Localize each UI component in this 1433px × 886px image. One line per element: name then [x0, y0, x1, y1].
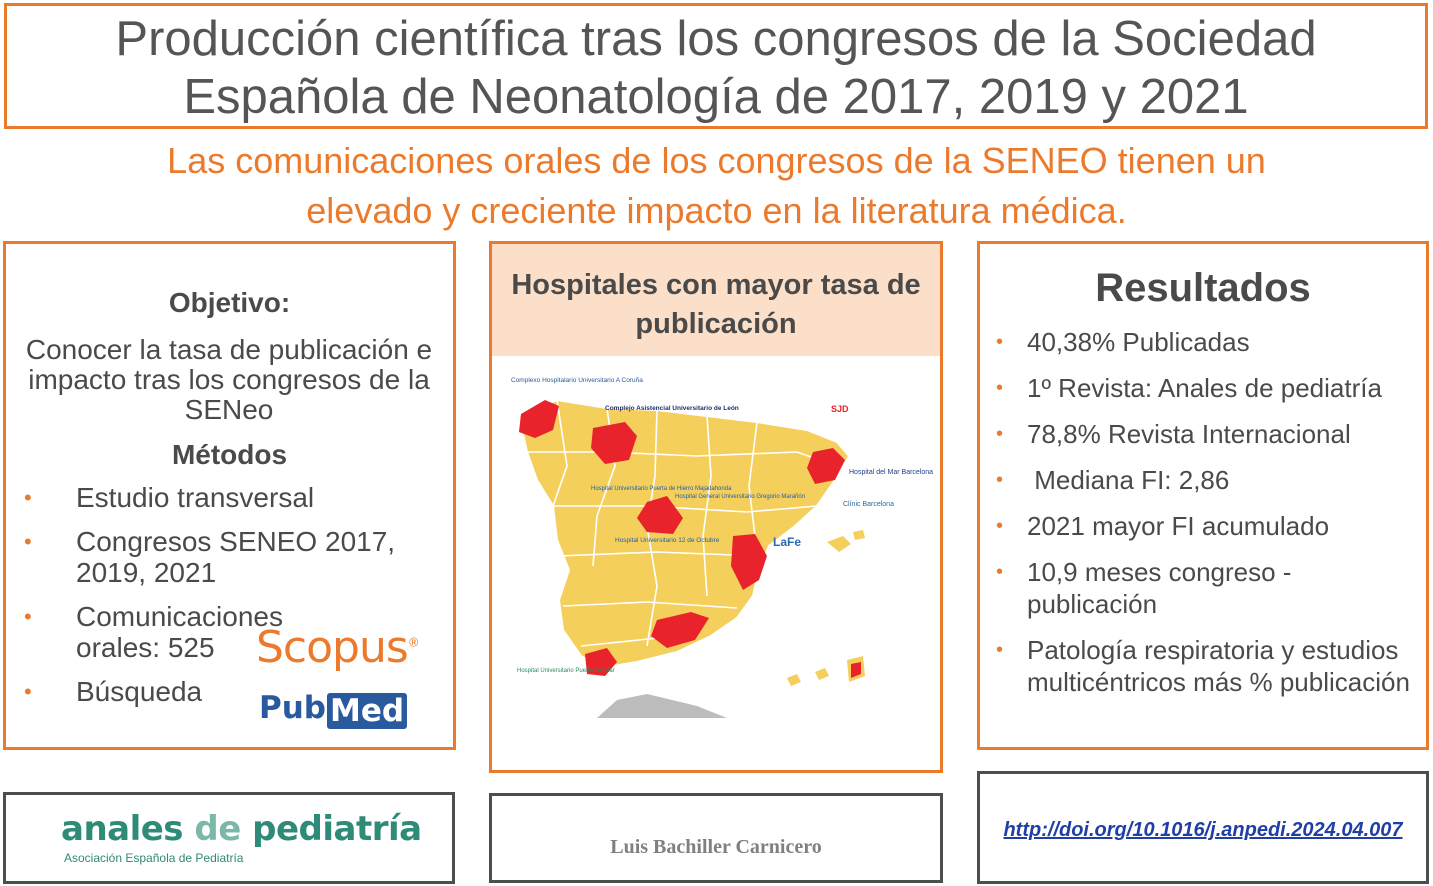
subtitle-line-1: Las comunicaciones orales de los congresos de la SENEO tienen un — [167, 140, 1266, 181]
doi-link[interactable]: http://doi.org/10.1016/j.anpedi.2024.04.007 — [1003, 819, 1403, 841]
methods-heading: Métodos — [171, 439, 288, 470]
map-label-puerta-mar: Hospital Universitario Puerta del Mar — [517, 668, 615, 674]
bullet-icon: • — [24, 604, 32, 629]
list-item: • Patología respiratoria y estudios multicéntricos más % publicación — [996, 635, 1410, 697]
list-item: • Estudio transversal — [24, 482, 315, 513]
map-label-lafe: LaFe — [773, 535, 802, 549]
map-label-coruna: Complexo Hospitalario Universitario A Coruña — [511, 377, 643, 384]
map-label-puerta-hierro: Hospital Universitario Puerta de Hierro Majadahonda — [591, 486, 732, 492]
page-title-line-1: Producción científica tras los congresos de la Sociedad — [115, 12, 1317, 66]
balearic-islands — [827, 530, 865, 552]
list-item: • 2021 mayor FI acumulado — [996, 511, 1330, 541]
anales-subtitle: Asociación Española de Pediatría — [64, 851, 244, 865]
scopus-logo: Scopus® — [256, 622, 419, 673]
hospitals-panel — [489, 241, 943, 773]
map-label-12-octubre: Hospital Universitario 12 de Octubre — [615, 537, 720, 544]
anales-logo: anales de pediatría — [61, 809, 422, 849]
map-label-gregorio: Hospital General Universitario Gregorio Marañón — [675, 494, 806, 500]
bullet-icon: • — [996, 377, 1004, 399]
objective-heading: Objetivo: — [168, 287, 291, 318]
list-item: • 10,9 meses congreso - publicación — [996, 557, 1292, 619]
list-item: • Búsqueda — [24, 676, 203, 707]
list-item: • 78,8% Revista Internacional — [996, 419, 1351, 449]
objective-methods-panel — [3, 241, 456, 750]
bullet-icon: • — [996, 515, 1004, 537]
bullet-icon: • — [996, 561, 1004, 583]
list-item: • Comunicaciones orales: 525 — [24, 601, 283, 663]
list-item: • Mediana FI: 2,86 — [996, 465, 1230, 495]
map-label-hospital-mar: Hospital del Mar Barcelona — [849, 469, 934, 476]
author-box — [489, 793, 943, 883]
list-item: • 1º Revista: Anales de pediatría — [996, 373, 1382, 403]
map-label-clinic: Clínic Barcelona — [843, 501, 894, 508]
bullet-icon: • — [996, 331, 1004, 353]
list-item: • 40,38% Publicadas — [996, 327, 1250, 357]
results-list — [996, 326, 1426, 712]
results-heading: Resultados — [1095, 266, 1311, 310]
pubmed-logo: Pub Med — [259, 690, 408, 726]
objective-text: Conocer la tasa de publicación e impacto tras los congresos de la SENeo — [25, 334, 433, 425]
bullet-icon: • — [996, 469, 1004, 491]
hospitals-heading: Hospitales con mayor tasa de publicación — [511, 269, 921, 340]
results-panel — [977, 241, 1429, 750]
bullet-icon: • — [996, 423, 1004, 445]
author-name: Luis Bachiller Carnicero — [610, 836, 822, 858]
doi-box — [977, 771, 1429, 884]
anales-logo-box — [3, 792, 455, 884]
bullet-icon: • — [996, 639, 1004, 661]
map-label-sjd: SJD — [831, 404, 849, 414]
map-label-leon: Complejo Asistencial Universitario de León — [605, 405, 739, 412]
spain-map — [497, 356, 935, 718]
bullet-icon: • — [24, 679, 32, 704]
hospitals-panel-header — [492, 244, 940, 356]
list-item: • Congresos SENEO 2017, 2019, 2021 — [24, 526, 396, 588]
subtitle-line-2: elevado y creciente impacto en la literatura médica. — [306, 190, 1127, 231]
methods-list — [24, 482, 444, 720]
title-box — [4, 3, 1428, 129]
bullet-icon: • — [24, 529, 32, 554]
north-africa — [597, 694, 727, 718]
subtitle — [40, 136, 1393, 236]
page-title-line-2: Española de Neonatología de 2017, 2019 y 2021 — [183, 70, 1249, 124]
bullet-icon: • — [24, 485, 32, 510]
